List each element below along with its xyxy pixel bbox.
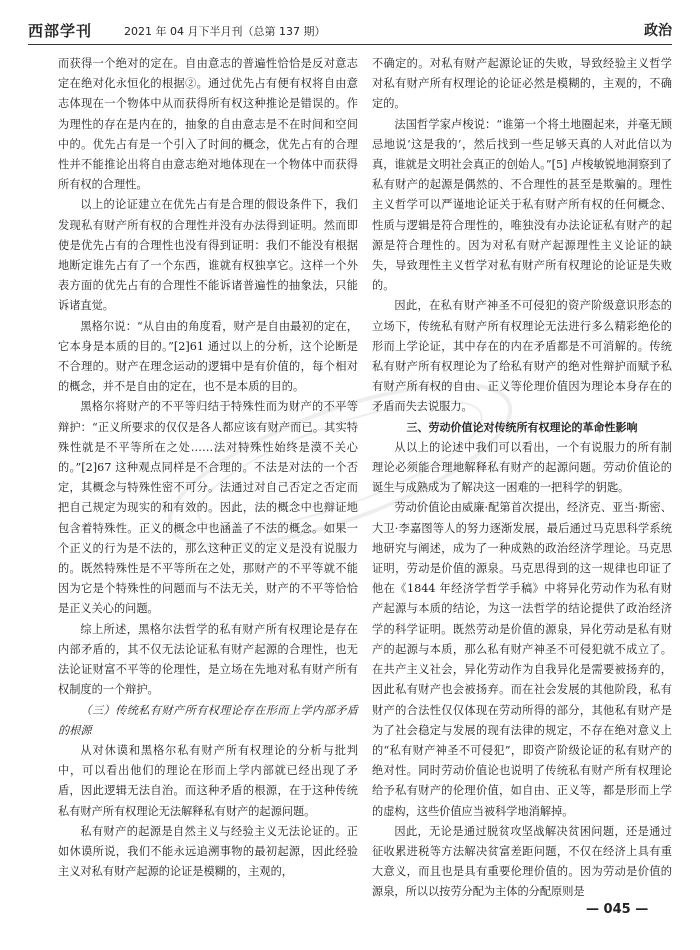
left-column [58, 54, 358, 882]
paragraph: 黑格尔说：“从自由的角度看，财产是自由最初的定在，它本身是本质的目的。”[2]61 通过以上的分析，这个论断是不合理的。财产在理念运动的逻辑中是有价值的，每个相对的概念，并不是自由的定在，也不是本质的目的。 [58, 319, 358, 394]
issue-info: 2021 年 04 月下半月刊（总第 137 期） [124, 25, 326, 38]
paragraph: 黑格尔将财产的不平等归结于特殊性而为财产的不平等辩护：“正义所要求的仅仅是各人都应该有财产而已。其实特殊性就是不平等所在之处……法对特殊性始终是漠不关心的。”[2]67 这种观点同样是不合理的。不法是对法的一个否定，其概念与特殊性密不可分。法通过对自己否定之否定而把自己规定为现实的和有效的。因此，法的概念中也辩证地包含着特殊性。正义的概念中也涵盖了不法的概念。如果一个正义的行为是不法的，那么这种正义的定义是没有说服力的。既然特殊性是不平等所在之处，那财产的不平等就不能因为它是个特殊性的问题而与不法无关，财产的不平等恰恰是正义关心的问题。 [58, 400, 358, 616]
page-number: — 045 — [586, 902, 649, 917]
paragraph: 因此，在私有财产神圣不可侵犯的资产阶级意识形态的立场下，传统私有财产所有权理论无法进行多么精彩绝伦的形而上学论证，其中存在的内在矛盾都是不可消解的。传统私有财产所有权理论为了给私有财产的绝对性辩护而赋予私有财产所有权的自由、正义等伦理价值因为理论本身存在的矛盾而失去说服力。 [372, 299, 672, 414]
paragraph: 从以上的论述中我们可以看出，一个有说服力的所有制理论必须能合理地解释私有财产的起源问题。劳动价值论的诞生与成熟成为了解决这一困难的一把科学的钥匙。 [372, 440, 672, 495]
paragraph: 因此，无论是通过脱贫攻坚战解决贫困问题，还是通过征收累进税等方法解决贫富差距问题，不仅在经济上具有重大意义，而且也是具有重要伦理价值的。因为劳动是价值的源泉，所以以按劳分配为主体的分配原则是 [372, 824, 672, 899]
paragraph: 劳动价值论由威廉·配第首次提出，经济克、亚当·斯密、大卫·李嘉图等人的努力逐渐发展，最后通过马克思科学系统地研究与阐述，成为了一种成熟的政治经济学理论。马克思证明，劳动是价值的源泉。马克思得到的这一规律也印证了他在《1844 年经济学哲学手稿》中将异化劳动作为私有财产起源与本质的结论，为这一法哲学的结论提供了政治经济学的科学证明。既然劳动是价值的源泉，异化劳动是私有财产的起源与本质，那么私有财产神圣不可侵犯就不成立了。在共产主义社会，异化劳动作为自我异化是需要被扬弃的，因此私有财产也会被扬弃。而在社会发展的其他阶段，私有财产的合法性仅仅体现在劳动所得的部分，其他私有财产是为了社会稳定与发展的现有法律的规定，不存在绝对意义上的“私有财产神圣不可侵犯”，即资产阶级论证的私有财产的绝对性。同时劳动价值论也说明了传统私有财产所有权理论给予私有财产的伦理价值，如自由、正义等，都是形而上学的虚构，这些价值应当被科学地消解掉。 [372, 501, 672, 818]
running-header [28, 20, 672, 42]
header-rule [28, 44, 672, 45]
paragraph: 而获得一个绝对的定在。自由意志的普遍性恰恰是反对意志定在绝对化永恒化的根据②。通过优先占有便有权将自由意志体现在一个物体中从而获得所有权这种推论是错误的。作为理性的存在是内在的，抽象的自由意志是不在时间和空间中的。优先占有是一个引入了时间的概念，优先占有的合理性并不能推论出将自由意志绝对地体现在一个物体中而获得所有权的合理性。 [58, 57, 358, 192]
section-name: 政治 [644, 23, 672, 39]
paragraph: 私有财产的起源是自然主义与经验主义无法论证的。正如休谟所说，我们不能永远追溯事物的最初起源，因此经验主义对私有财产起源的论证是模糊的，主观的， [58, 824, 358, 879]
paragraph: 不确定的。对私有财产起源论证的失败，导致经验主义哲学对私有财产所有权理论的论证必然是模糊的，主观的，不确定的。 [372, 57, 672, 111]
paragraph: 从对休谟和黑格尔私有财产所有权理论的分析与批判中，可以看出他们的理论在形而上学内部就已经出现了矛盾，因此逻辑无法自治。而这种矛盾的根源，在于这种传统私有财产所有权理论无法解释私有财产的起源问题。 [58, 743, 358, 818]
paragraph: 以上的论证建立在优先占有是合理的假设条件下，我们发现私有财产所有权的合理性并没有办法得到证明。然而即使是优先占有的合理性也没有得到证明：我们不能没有根据地断定谁先占有了一个东西，谁就有权独享它。这样一个外表方面的优先占有的合理性不能诉诸普遍性的抽象法，只能诉诸直觉。 [58, 198, 358, 313]
paragraph: 综上所述，黑格尔法哲学的私有财产所有权理论是存在内部矛盾的，其不仅无法论证私有财产起源的合理性，也无法论证财富不平等的伦理性，是立场在先地对私有财产所有权制度的一个辩护。 [58, 622, 358, 697]
paragraph: 法国哲学家卢梭说：“谁第一个将土地圈起来，并毫无顾忌地说‘这是我的’，然后找到一些足够天真的人对此信以为真，谁就是文明社会真正的创始人。”[5] 卢梭敏锐地洞察到了私有财产的起源是偶然的、不合理性的甚至是欺骗的。理性主义哲学可以严谨地论证关于私有财产所有权的任何概念、性质与逻辑是符合理性的，唯独没有办法论证私有财产的起源是符合理性的。因为对私有财产起源理性主义论证的缺失，导致理性主义哲学对私有财产所有权理论的论证是失败的。 [372, 117, 672, 293]
journal-logo: 西部学刊 [28, 22, 93, 40]
right-column [372, 54, 672, 903]
subsection-heading: （三）传统私有财产所有权理论存在形而上学内部矛盾的根源 [58, 703, 358, 737]
section-heading: 三、劳动价值论对传统所有权理论的革命性影响 [406, 420, 638, 434]
